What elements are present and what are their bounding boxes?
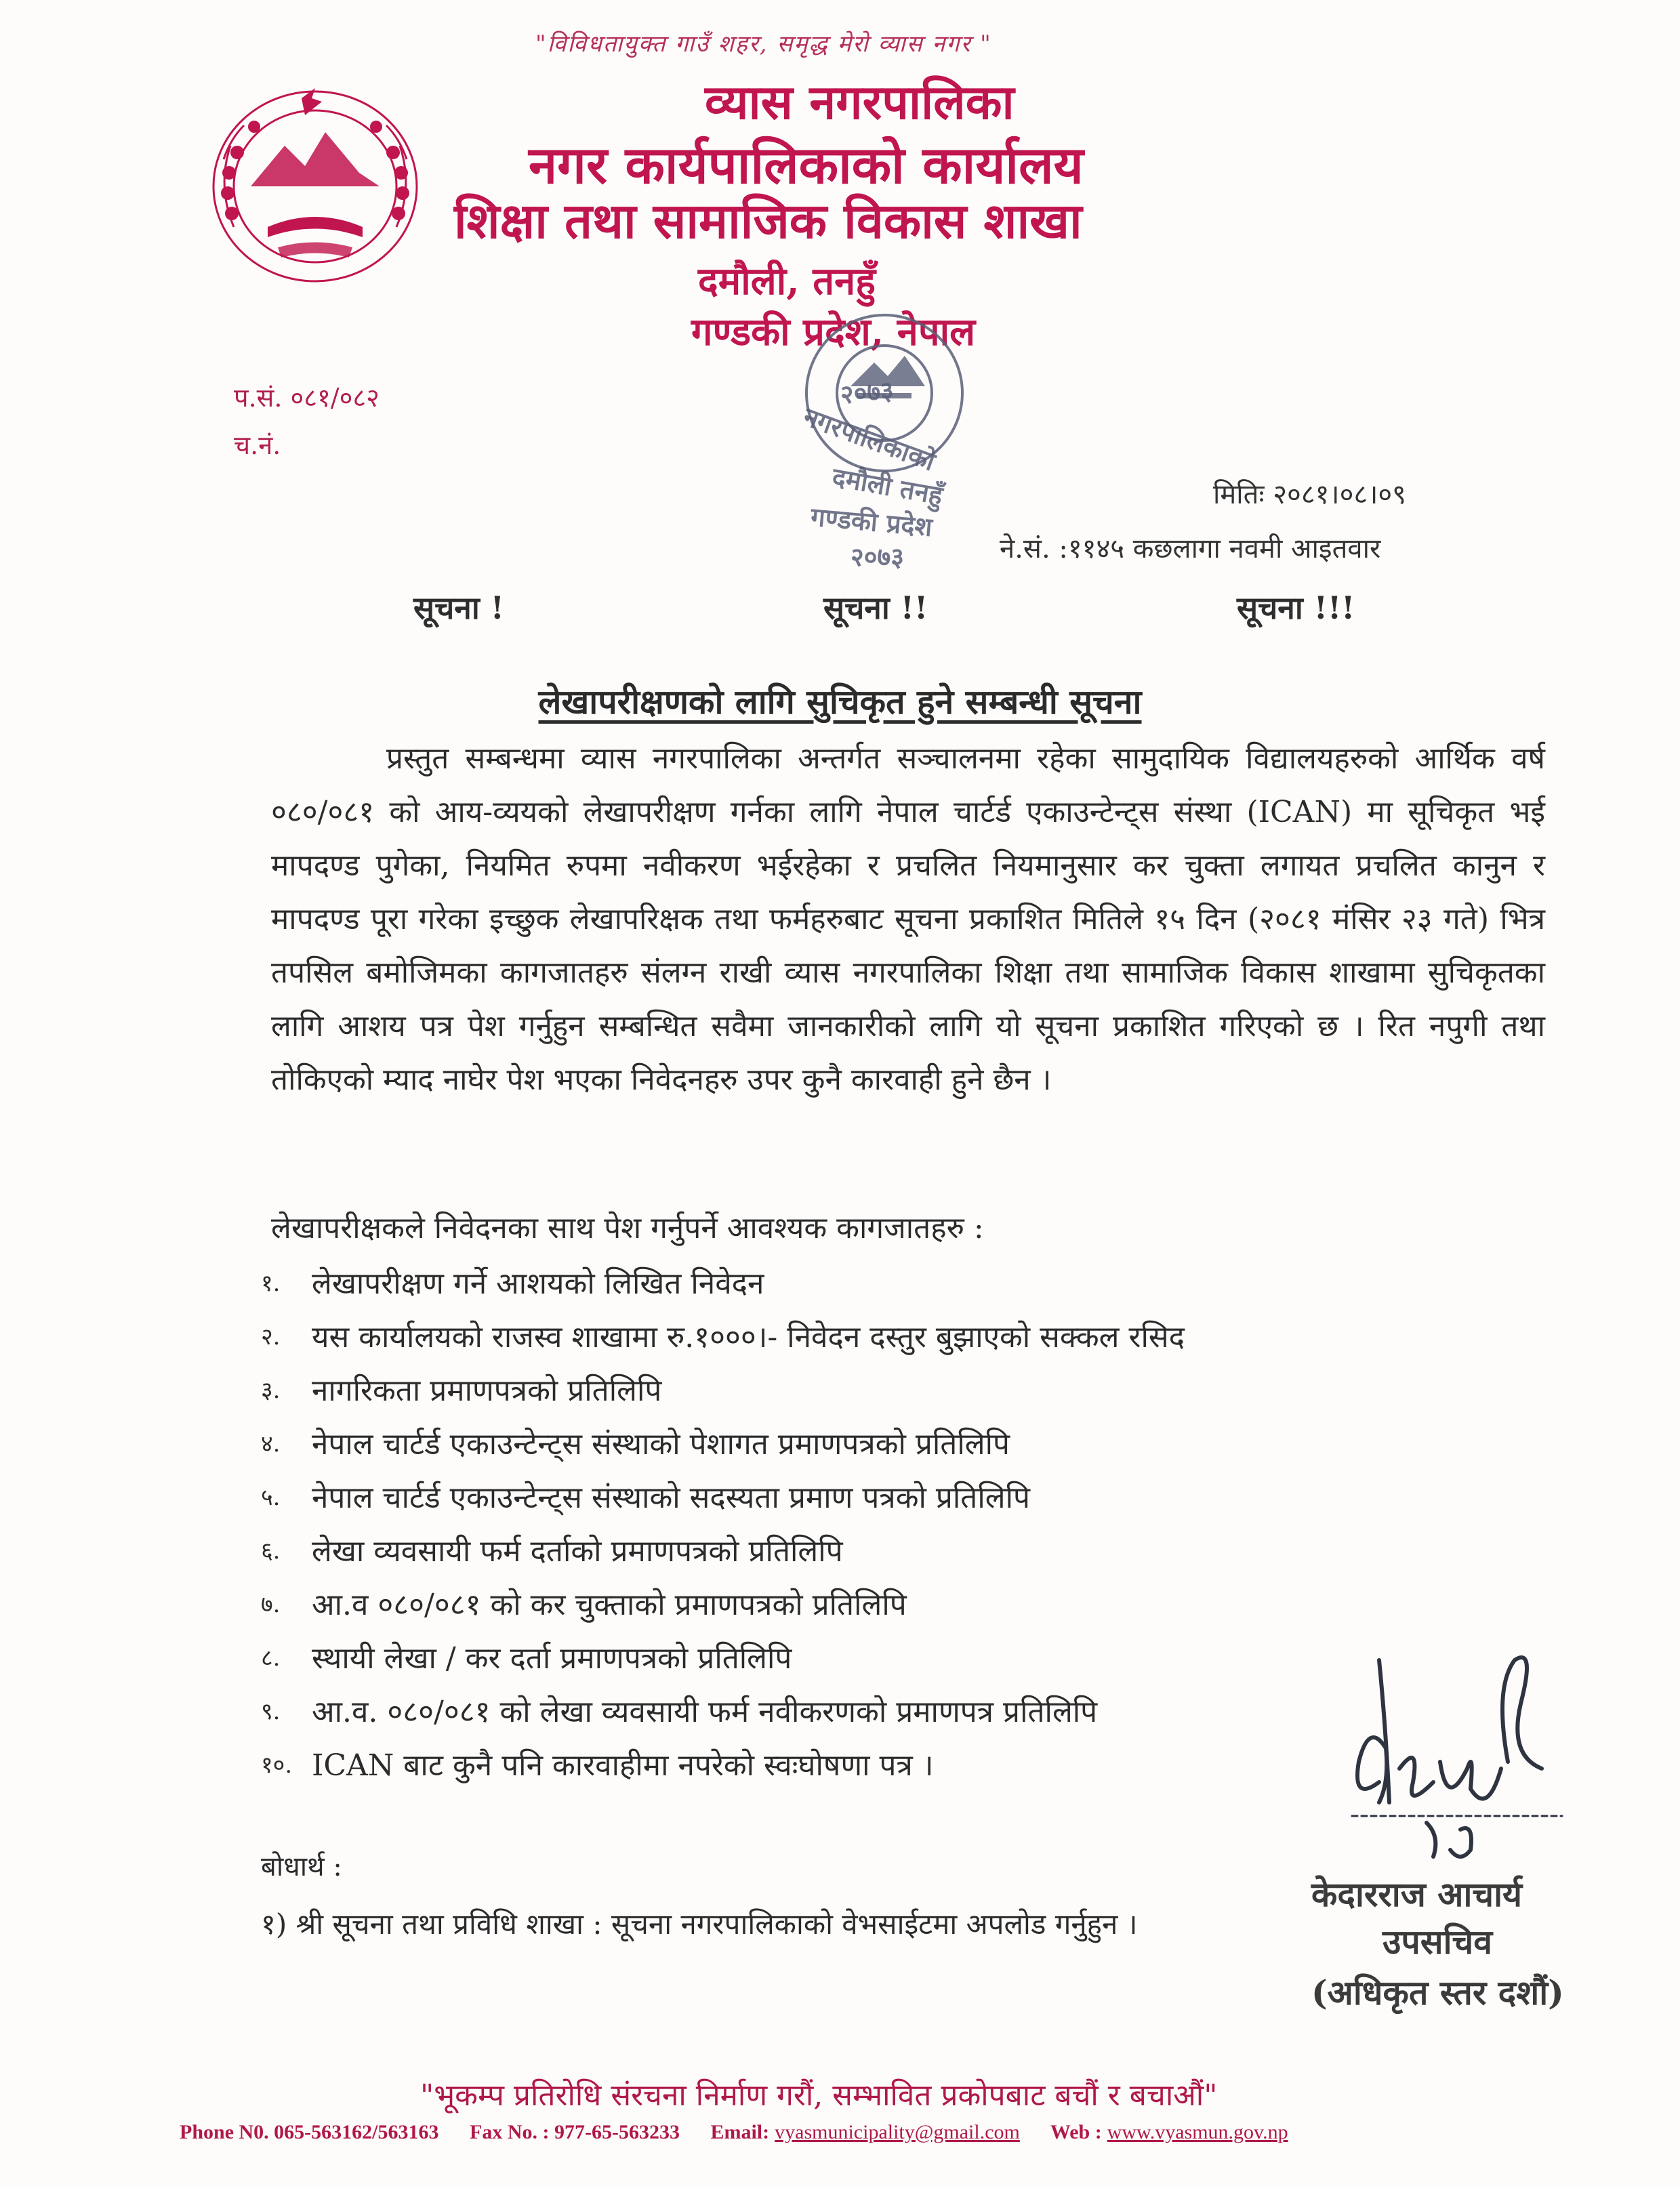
requirements-title: लेखापरीक्षकले निवेदनका साथ पेश गर्नुपर्ने आवश्यक कागजातहरु : bbox=[271, 1211, 984, 1245]
signatory-name: केदारराज आचार्य bbox=[1311, 1874, 1523, 1914]
letter-reference-number: प.सं. ०८१/०८२ bbox=[234, 383, 380, 413]
notice-heading-2: सूचना !! bbox=[823, 590, 928, 626]
requirement-item bbox=[261, 1471, 1185, 1525]
signatory-rank: (अधिकृत स्तर दशौं) bbox=[1311, 1973, 1564, 2012]
email-link[interactable]: vyasmunicipality@gmail.com bbox=[775, 2121, 1020, 2143]
dispatch-number: च.नं. bbox=[234, 430, 281, 460]
document-date: मितिः २०८१।०८।०९ bbox=[1213, 479, 1406, 510]
requirement-text: लेखापरीक्षण गर्ने आशयको लिखित निवेदन bbox=[312, 1266, 764, 1301]
requirement-number: ३. bbox=[261, 1377, 281, 1404]
svg-text:२०७३: २०७३ bbox=[851, 542, 905, 572]
footer-quote: "भूकम्प प्रतिरोधि संरचना निर्माण गरौं, सम्भावित प्रकोपबाट बचौं र बचाऔं" bbox=[420, 2078, 1218, 2113]
requirement-text: नेपाल चार्टर्ड एकाउन्टेन्ट्स संस्थाको पेशागत प्रमाणपत्रको प्रतिलिपि bbox=[312, 1427, 1010, 1462]
notice-subject: लेखापरीक्षणको लागि सुचिकृत हुने सम्बन्धी सूचना bbox=[538, 682, 1142, 722]
requirement-number: ७. bbox=[261, 1591, 281, 1618]
requirement-item bbox=[261, 1418, 1185, 1471]
requirement-item bbox=[261, 1364, 1185, 1418]
address: दमौली, तनहुँ bbox=[698, 259, 876, 304]
fax-number: Fax No. : 977-65-563233 bbox=[470, 2121, 680, 2143]
svg-text:नगरपालिकाको: नगरपालिकाको bbox=[799, 401, 939, 477]
requirement-number: १०. bbox=[261, 1752, 293, 1779]
requirement-number: ४. bbox=[261, 1430, 281, 1458]
phone-number: Phone N0. 065-563162/563163 bbox=[180, 2121, 439, 2143]
requirement-text: आ.व. ०८०/०८१ को लेखा व्यवसायी फर्म नवीकरणको प्रमाणपत्र प्रतिलिपि bbox=[312, 1695, 1098, 1729]
municipality-name: व्यास नगरपालिका bbox=[705, 74, 1015, 130]
notice-heading-3: सूचना !!! bbox=[1237, 590, 1355, 626]
letterhead-tagline: "विविधतायुक्त गाउँ शहर, समृद्ध मेरो व्यास नगर " bbox=[535, 30, 992, 58]
requirement-number: २. bbox=[261, 1323, 281, 1350]
email-label: Email: bbox=[710, 2121, 770, 2143]
web-label: Web : bbox=[1050, 2121, 1102, 2143]
requirement-item bbox=[261, 1310, 1185, 1364]
cc-item: १) श्री सूचना तथा प्रविधि शाखा : सूचना नगरपालिकाको वेभसाईटमा अपलोड गर्नुहुन । bbox=[261, 1907, 1138, 1941]
svg-text:गण्डकी प्रदेश: गण्डकी प्रदेश bbox=[809, 501, 934, 543]
website-link[interactable]: www.vyasmun.gov.np bbox=[1107, 2121, 1288, 2143]
requirement-number: ५. bbox=[261, 1484, 281, 1511]
province: गण्डकी प्रदेश, नेपाल bbox=[691, 310, 976, 354]
official-stamp bbox=[749, 291, 1040, 583]
requirement-item bbox=[261, 1739, 1185, 1792]
office-name: नगर कार्यपालिकाको कार्यालय bbox=[529, 135, 1084, 195]
svg-text:दमौली तनहुँ: दमौली तनहुँ bbox=[829, 461, 945, 511]
requirements-list bbox=[261, 1257, 1185, 1792]
branch-name: शिक्षा तथा सामाजिक विकास शाखा bbox=[454, 192, 1082, 249]
requirement-text: स्थायी लेखा / कर दर्ता प्रमाणपत्रको प्रतिलिपि bbox=[312, 1641, 792, 1676]
notice-body: प्रस्तुत सम्बन्धमा व्यास नगरपालिका अन्तर्गत सञ्चालनमा रहेका सामुदायिक विद्यालयहरुको आर्थिक वर्ष ०८०/०८१ को आय-व्ययको लेखापरीक्षण गर्नका लागि नेपाल चार्टर्ड एकाउन्टेन्ट्स संस्था (ICAN) मा सूचिकृत भई मापदण्ड पुगेका, नियमित रुपमा नवीकरण भईरहेका र प्रचलित नियमानुसार कर चुक्ता लगायत प्रचलित कानुन र मापदण्ड पूरा गरेका इच्छुक लेखापरिक्षक तथा फर्महरुबाट सूचना प्रकाशित मितिले १५ दिन (२०८१ मंसिर २३ गते) भित्र तपसिल बमोजिमका कागजातहरु संलग्न राखी व्यास नगरपालिका शिक्षा तथा सामाजिक विकास शाखामा सुचिकृतका लागि आशय पत्र पेश गर्नुहुन सम्बन्धित सवैमा जानकारीको लागि यो सूचना प्रकाशित गरिएको छ । रित नपुगी तथा तोकिएको म्याद नाघेर पेश भएका निवेदनहरु उपर कुनै कारवाही हुने छैन । bbox=[271, 741, 1545, 1097]
signatory-title: उपसचिव bbox=[1382, 1922, 1493, 1962]
nepal-sambat-date: ने.सं. :११४५ कछलागा नवमी आइतवार bbox=[1000, 533, 1381, 564]
requirement-item bbox=[261, 1578, 1185, 1632]
notice-heading-1: सूचना ! bbox=[413, 590, 504, 626]
requirement-item bbox=[261, 1525, 1185, 1578]
requirement-text: नेपाल चार्टर्ड एकाउन्टेन्ट्स संस्थाको सदस्यता प्रमाण पत्रको प्रतिलिपि bbox=[312, 1481, 1031, 1515]
requirement-text: यस कार्यालयको राजस्व शाखामा रु.१०००।- निवेदन दस्तुर बुझाएको सक्कल रसिद bbox=[312, 1320, 1185, 1355]
requirement-number: ८. bbox=[261, 1645, 281, 1672]
requirement-number: १. bbox=[261, 1270, 281, 1297]
requirement-number: ९. bbox=[261, 1698, 281, 1725]
requirement-text: नागरिकता प्रमाणपत्रको प्रतिलिपि bbox=[312, 1374, 662, 1408]
svg-text:२०७३: २०७३ bbox=[839, 375, 895, 410]
requirement-item bbox=[261, 1257, 1185, 1310]
requirement-text: लेखा व्यवसायी फर्म दर्ताको प्रमाणपत्रको प्रतिलिपि bbox=[312, 1534, 843, 1569]
requirement-number: ६. bbox=[261, 1537, 281, 1565]
nepal-emblem-logo bbox=[203, 85, 427, 295]
requirement-item bbox=[261, 1685, 1185, 1739]
cc-title: बोधार्थ : bbox=[261, 1851, 342, 1882]
requirement-text: ICAN बाट कुनै पनि कारवाहीमा नपरेको स्वःघोषणा पत्र । bbox=[312, 1748, 934, 1783]
footer-contact bbox=[180, 2121, 1314, 2144]
requirement-item bbox=[261, 1632, 1185, 1685]
handwritten-signature bbox=[1338, 1647, 1569, 1870]
requirement-text: आ.व ०८०/०८१ को कर चुक्ताको प्रमाणपत्रको प्रतिलिपि bbox=[312, 1588, 907, 1622]
